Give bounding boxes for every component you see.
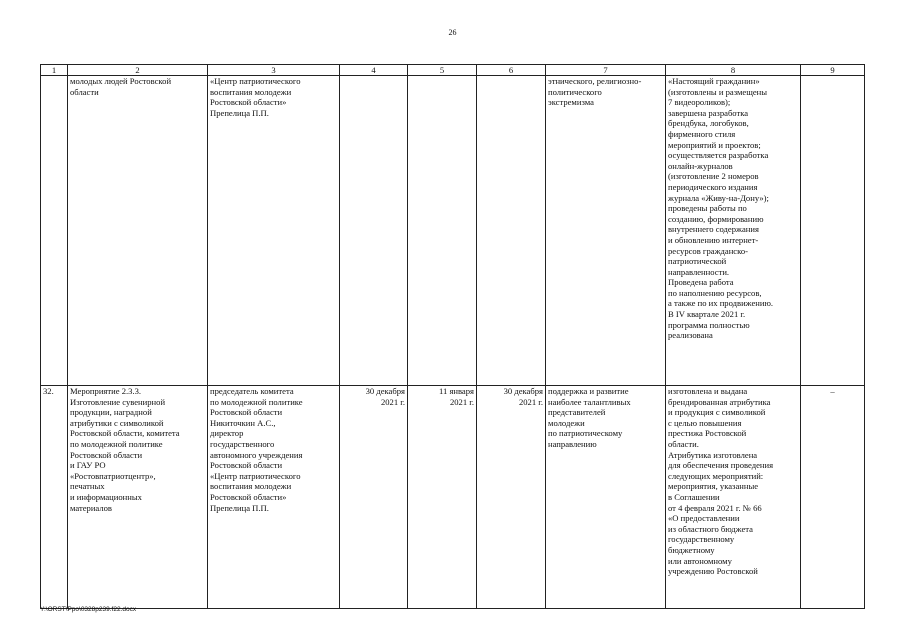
row-number-cell: 32.	[41, 386, 68, 609]
actual-result-cell: «Настоящий гражданин» (изготовлены и размещены 7 видеороликов); завершена разработка брендбука, логобуков, фирменного стиля мероприятий и проектов; осуществляется разработка онлайн-журналов (изготовление 2 номеров периодического издания журнала «Живу-на-Дону»); проведены работы по созданию, формированию внутреннего содержания и обновлению интернет- ресурсов гражданско- патриотической направленности. Проведена работа по наполнению ресурсов, а также по их продвижению. В IV квартале 2021 г. программа полностью реализована	[666, 76, 801, 386]
responsible-cell: председатель комитета по молодежной политике Ростовской области Никиточкин А.С., директор государственного автономного учреждения Ростовской области «Центр патриотического воспитания молодежи Ростовской области» Препелица П.П.	[208, 386, 340, 609]
page-number: 26	[448, 28, 457, 37]
plan-start-date-cell	[340, 76, 408, 386]
responsible-cell: «Центр патриотического воспитания молодежи Ростовской области» Препелица П.П.	[208, 76, 340, 386]
table-row	[41, 386, 865, 609]
column-header-9: 9	[801, 65, 865, 76]
column-header-6: 6	[477, 65, 546, 76]
column-header-5: 5	[408, 65, 477, 76]
fact-start-date-cell: 11 января 2021 г.	[408, 386, 477, 609]
table-row	[41, 76, 865, 386]
fact-start-date-cell	[408, 76, 477, 386]
file-path-footer: Y:\ORST\Ppo\0328p239.f22.docx	[40, 606, 137, 613]
column-header-4: 4	[340, 65, 408, 76]
expected-result-cell: поддержка и развитие наиболее талантливых представителей молодежи по патриотическому направлению	[546, 386, 666, 609]
column-header-8: 8	[666, 65, 801, 76]
column-header-3: 3	[208, 65, 340, 76]
plan-end-date-cell	[477, 76, 546, 386]
plan-start-date-cell: 30 декабря 2021 г.	[340, 386, 408, 609]
column-header-7: 7	[546, 65, 666, 76]
expected-result-cell: этнического, религиозно- политического экстремизма	[546, 76, 666, 386]
report-table	[40, 64, 865, 609]
column-header-2: 2	[68, 65, 208, 76]
actual-result-cell: изготовлена и выдана брендированная атрибутика и продукция с символикой с целью повышения престижа Ростовской области. Атрибутика изготовлена для обеспечения проведения следующих мероприятий: мероприятия, указанные в Соглашении от 4 февраля 2021 г. № 66 «О предоставлении из областного бюджета государственному бюджетному или автономному учреждению Ростовской	[666, 386, 801, 609]
column-header-1: 1	[41, 65, 68, 76]
note-cell: –	[801, 386, 865, 609]
header-row	[41, 65, 865, 76]
plan-end-date-cell: 30 декабря 2021 г.	[477, 386, 546, 609]
event-cell: молодых людей Ростовской области	[68, 76, 208, 386]
event-cell: Мероприятие 2.3.3. Изготовление сувенирной продукции, наградной атрибутики с символикой Ростовской области, комитета по молодежной политике Ростовской области и ГАУ РО «Ростовпатриотцентр», печатных и информационных материалов	[68, 386, 208, 609]
row-number-cell	[41, 76, 68, 386]
note-cell	[801, 76, 865, 386]
